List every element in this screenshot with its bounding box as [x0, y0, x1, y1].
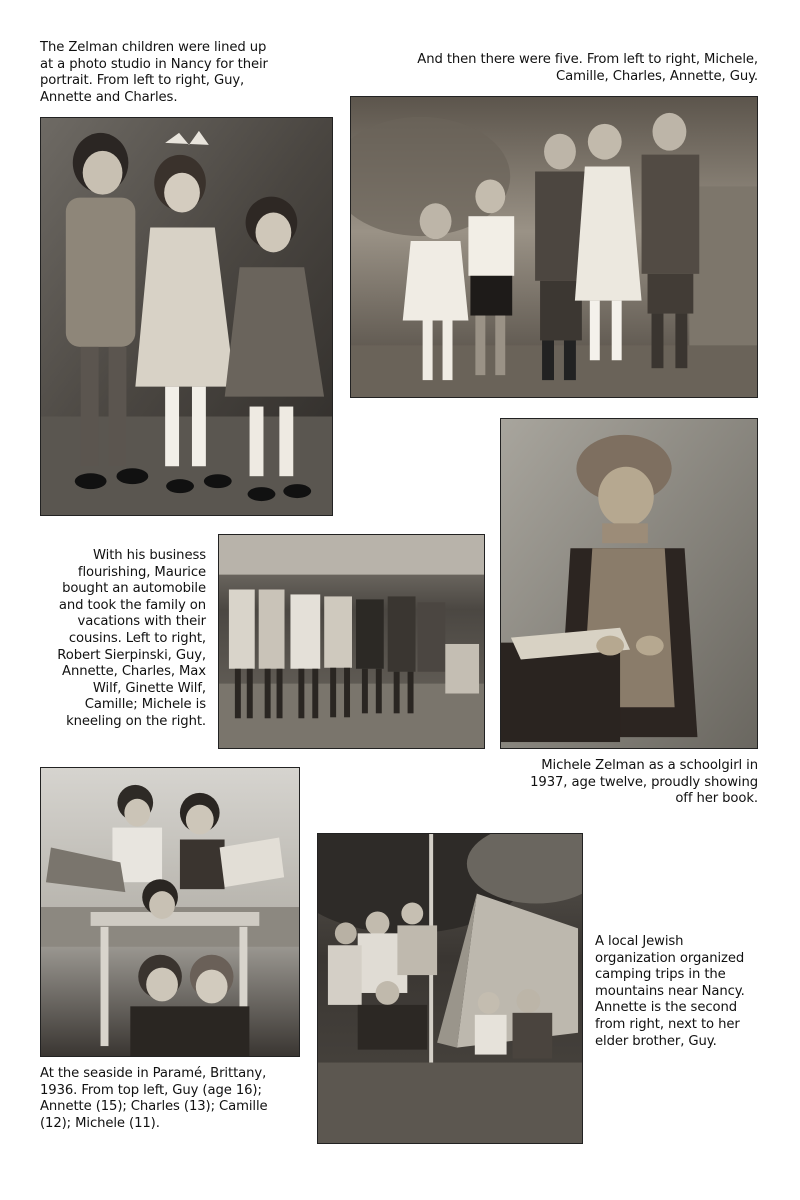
photo-five-children [350, 96, 758, 398]
caption-camping: A local Jewish organization organized camping trips in the mountains near Nancy. Annette is the second from right, next to her elder brother, Guy. [595, 934, 745, 1049]
photo-schoolgirl [500, 418, 758, 749]
caption-vacation: With his business flourishing, Maurice bought an automobile and took the family on vacations with their cousins. Left to right, Robert Sierpinski, Guy, Annette, Charles, Max Wilf, Ginette Wilf, Camille; Michele is kneeling on the right. [57, 548, 206, 729]
photo-camping [317, 833, 583, 1144]
caption-schoolgirl: Michele Zelman as a schoolgirl in 1937, age twelve, proudly showing off her book. [530, 758, 758, 807]
caption-studio-portrait: The Zelman children were lined up at a photo studio in Nancy for their portrait. From left to right, Guy, Annette and Charles. [40, 40, 268, 105]
photo-seaside [40, 767, 300, 1057]
photo-vacation-cousins [218, 534, 485, 749]
photo-studio-portrait [40, 117, 333, 516]
caption-seaside: At the seaside in Paramé, Brittany, 1936. From top left, Guy (age 16); Annette (15); Charles (13); Camille (12); Michele (11). [40, 1066, 268, 1131]
caption-five-children: And then there were five. From left to right, Michele, Camille, Charles, Annette, Guy. [417, 52, 758, 84]
